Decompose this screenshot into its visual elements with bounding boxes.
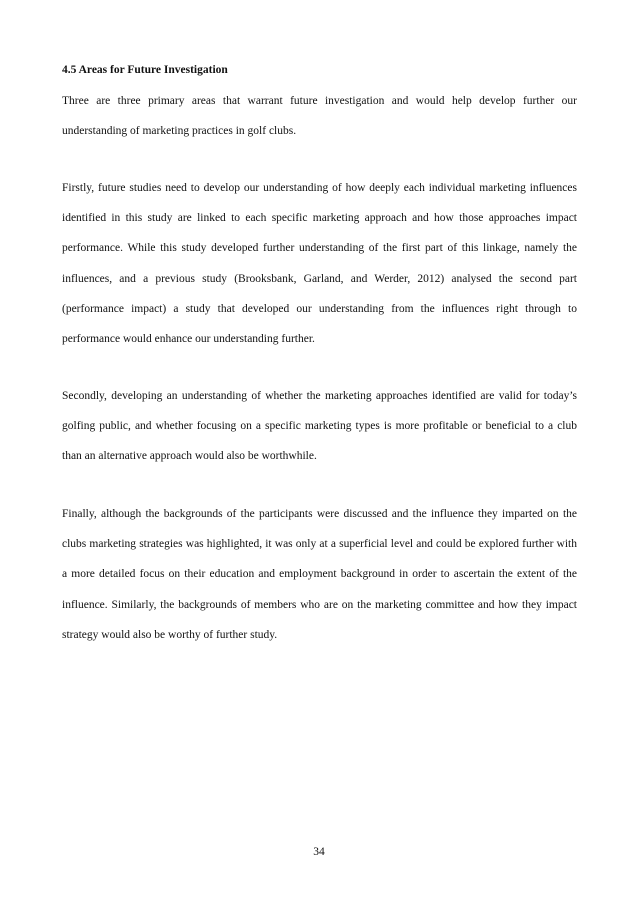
page-number: 34 — [313, 846, 325, 858]
paragraph-secondly: Secondly, developing an understanding of whether the marketing approaches identified are valid for today’s golfing public, and whether focusing on a specific marketing types is more profitable or beneficial to a club than an alternative approach would also be worthwhile. — [62, 390, 577, 463]
paragraph-firstly: Firstly, future studies need to develop our understanding of how deeply each individual marketing influences identified in this study are linked to each specific marketing approach and how those approaches impact performance. While this study developed further understanding of the first part of this linkage, namely the influences, and a previous study (Brooksbank, Garland, and Werder, 2012) analysed the second part (performance impact) a study that developed our understanding from the influences right through to performance would enhance our understanding further. — [62, 182, 577, 346]
paragraph-finally: Finally, although the backgrounds of the participants were discussed and the influence they imparted on the clubs marketing strategies was highlighted, it was only at a superficial level and could be explored further with a more detailed focus on their education and employment background in order to ascertain the extent of the influence. Similarly, the backgrounds of members who are on the marketing committee and how they impact strategy would also be worthy of further study. — [62, 508, 577, 641]
section-heading: 4.5 Areas for Future Investigation — [62, 64, 228, 76]
paragraph-intro: Three are three primary areas that warrant future investigation and would help develop further our understanding of marketing practices in golf clubs. — [62, 95, 577, 138]
